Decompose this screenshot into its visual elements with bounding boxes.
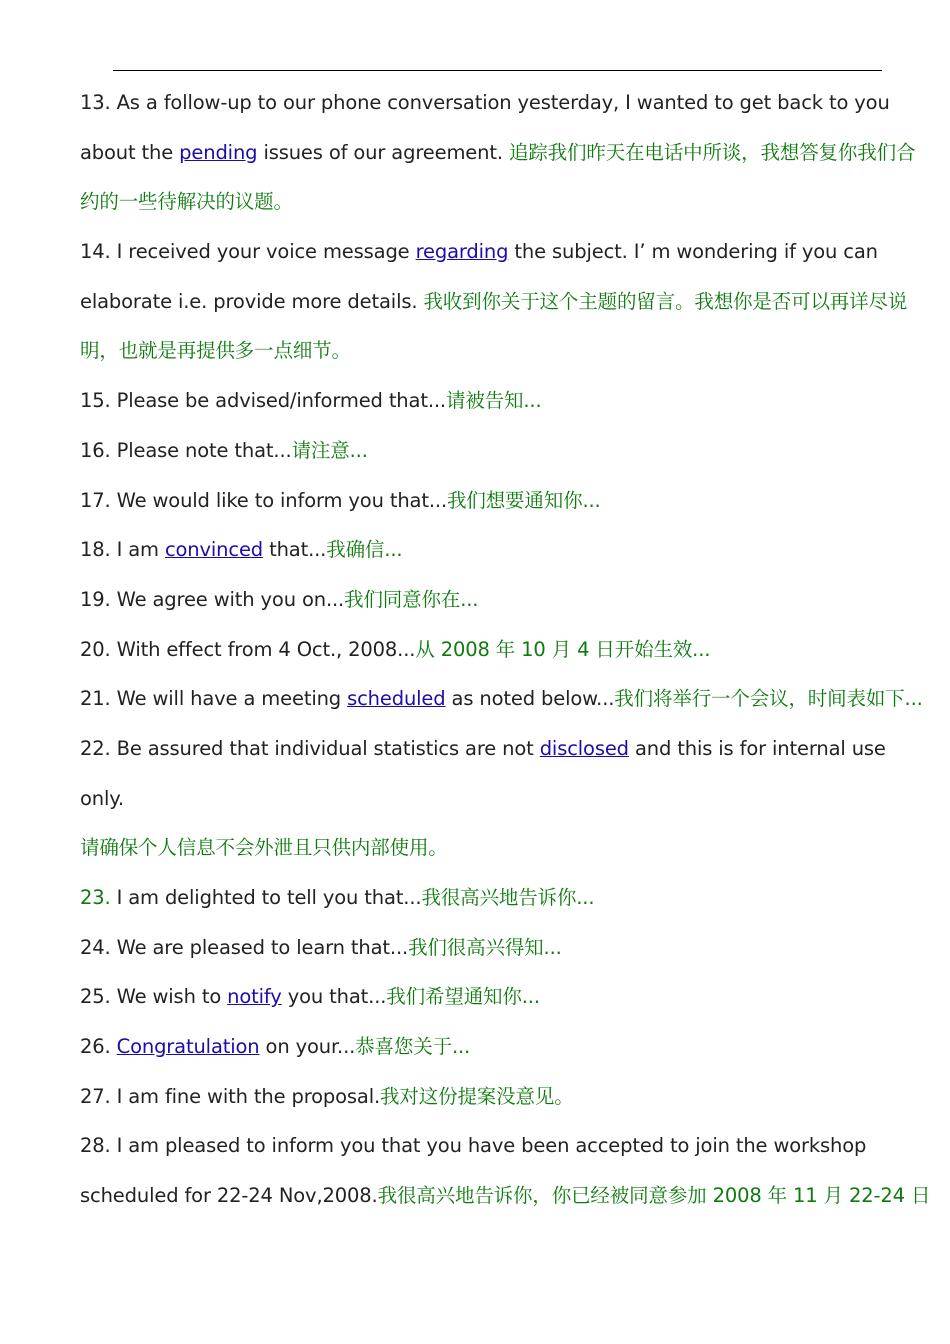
vocab-link-scheduled[interactable]: scheduled: [347, 687, 446, 711]
paragraph-26: [80, 1022, 895, 1072]
english-text: 20. With effect from 4 Oct., 2008...: [80, 637, 416, 661]
vocab-link-convinced[interactable]: convinced: [164, 538, 264, 562]
paragraph-14-line-3: [80, 326, 895, 376]
vocab-link-regarding[interactable]: regarding: [415, 240, 509, 264]
english-text: only.: [80, 786, 124, 810]
english-text: 13. As a follow-up to our phone conversation yesterday, I wanted to get back to you: [80, 91, 890, 114]
english-text: 28. I am pleased to inform you that you have been accepted to join the workshop: [80, 1134, 867, 1158]
english-text: 15. Please be advised/informed that...: [80, 389, 446, 413]
english-text: and this is for internal use: [628, 736, 886, 760]
chinese-translation: 我们希望通知你...: [386, 985, 540, 1009]
paragraph-13-line-3: [80, 177, 895, 227]
paragraph-24: [80, 923, 895, 973]
paragraph-13-line-2: [80, 128, 916, 178]
english-text: scheduled for 22-24 Nov,2008.: [80, 1184, 378, 1208]
paragraph-19: [80, 575, 895, 625]
chinese-translation: 我收到你关于这个主题的留言。我想你是否可以再详尽说: [423, 289, 908, 313]
chinese-translation: 从 2008 年 10 月 4 日开始生效...: [415, 637, 711, 661]
english-text: about the: [80, 140, 180, 164]
paragraph-14-line-1: [80, 227, 895, 277]
english-text: elaborate i.e. provide more details.: [80, 289, 424, 313]
chinese-translation: 请注意...: [291, 438, 368, 462]
english-text: that...: [263, 538, 327, 562]
english-text: 22. Be assured that individual statistics are not: [80, 736, 540, 760]
english-text: 18. I am: [80, 538, 165, 562]
chinese-translation: 我们同意你在...: [344, 587, 479, 611]
paragraph-22-line-2: [80, 774, 895, 824]
paragraph-22-line-1: [80, 724, 895, 774]
chinese-translation: 请确保个人信息不会外泄且只供内部使用。: [80, 836, 448, 860]
vocab-link-pending[interactable]: pending: [179, 140, 258, 164]
paragraph-13-line-1: [80, 78, 895, 128]
chinese-translation: 我很高兴地告诉你...: [421, 886, 595, 909]
vocab-link-disclosed[interactable]: disclosed: [539, 736, 629, 760]
vocab-link-congratulation[interactable]: Congratulation: [116, 1035, 260, 1059]
english-text: 25. We wish to: [80, 985, 228, 1009]
chinese-translation: 请被告知...: [445, 389, 542, 413]
chinese-translation: 追踪我们昨天在电话中所谈，我想答复你我们合: [508, 140, 916, 164]
chinese-translation: 我确信...: [326, 538, 403, 562]
paragraph-28-line-1: [80, 1121, 895, 1171]
paragraph-28-line-2: [80, 1171, 931, 1221]
paragraph-23: [80, 873, 895, 923]
vocab-link-notify[interactable]: notify: [227, 985, 282, 1009]
chinese-translation: 我们将举行一个会议，时间表如下...: [614, 687, 923, 711]
paragraph-22-line-3: [80, 823, 895, 873]
paragraph-14-line-2: [80, 277, 908, 327]
english-text: 27. I am fine with the proposal.: [80, 1084, 381, 1108]
paragraph-16: [80, 426, 895, 476]
english-text: as noted below...: [445, 687, 615, 711]
english-text: 14. I received your voice message: [80, 240, 416, 264]
english-text: on your...: [259, 1035, 356, 1059]
paragraph-17: [80, 476, 895, 526]
document-body: [80, 78, 931, 1221]
english-text: issues of our agreement.: [257, 140, 509, 164]
english-text: 24. We are pleased to learn that...: [80, 935, 409, 959]
english-text: the subject. I’ m wondering if you can: [508, 240, 878, 264]
english-text: 16. Please note that...: [80, 438, 292, 462]
item-number: 23.: [80, 886, 111, 909]
english-text: 26.: [80, 1035, 117, 1059]
chinese-translation: 我对这份提案没意见。: [380, 1084, 574, 1108]
chinese-translation: 我很高兴地告诉你，你已经被同意参加 2008 年 11 月 22-24 日: [377, 1184, 931, 1208]
paragraph-25: [80, 972, 895, 1022]
chinese-translation: 我们想要通知你...: [447, 488, 601, 512]
chinese-translation: 明，也就是再提供多一点细节。: [80, 339, 351, 363]
english-text: 17. We would like to inform you that...: [80, 488, 447, 512]
chinese-translation: 我们很高兴得知...: [408, 935, 562, 959]
paragraph-15: [80, 376, 895, 426]
english-text: I am delighted to tell you that...: [110, 886, 422, 909]
chinese-translation: 约的一些待解决的议题。: [80, 190, 293, 214]
english-text: 19. We agree with you on...: [80, 587, 345, 611]
paragraph-18: [80, 525, 895, 575]
paragraph-21: [80, 674, 923, 724]
paragraph-20: [80, 625, 895, 675]
paragraph-27: [80, 1072, 895, 1122]
header-rule: [113, 70, 882, 71]
chinese-translation: 恭喜您关于...: [355, 1035, 471, 1059]
english-text: you that...: [281, 985, 387, 1009]
english-text: 21. We will have a meeting: [80, 687, 348, 711]
